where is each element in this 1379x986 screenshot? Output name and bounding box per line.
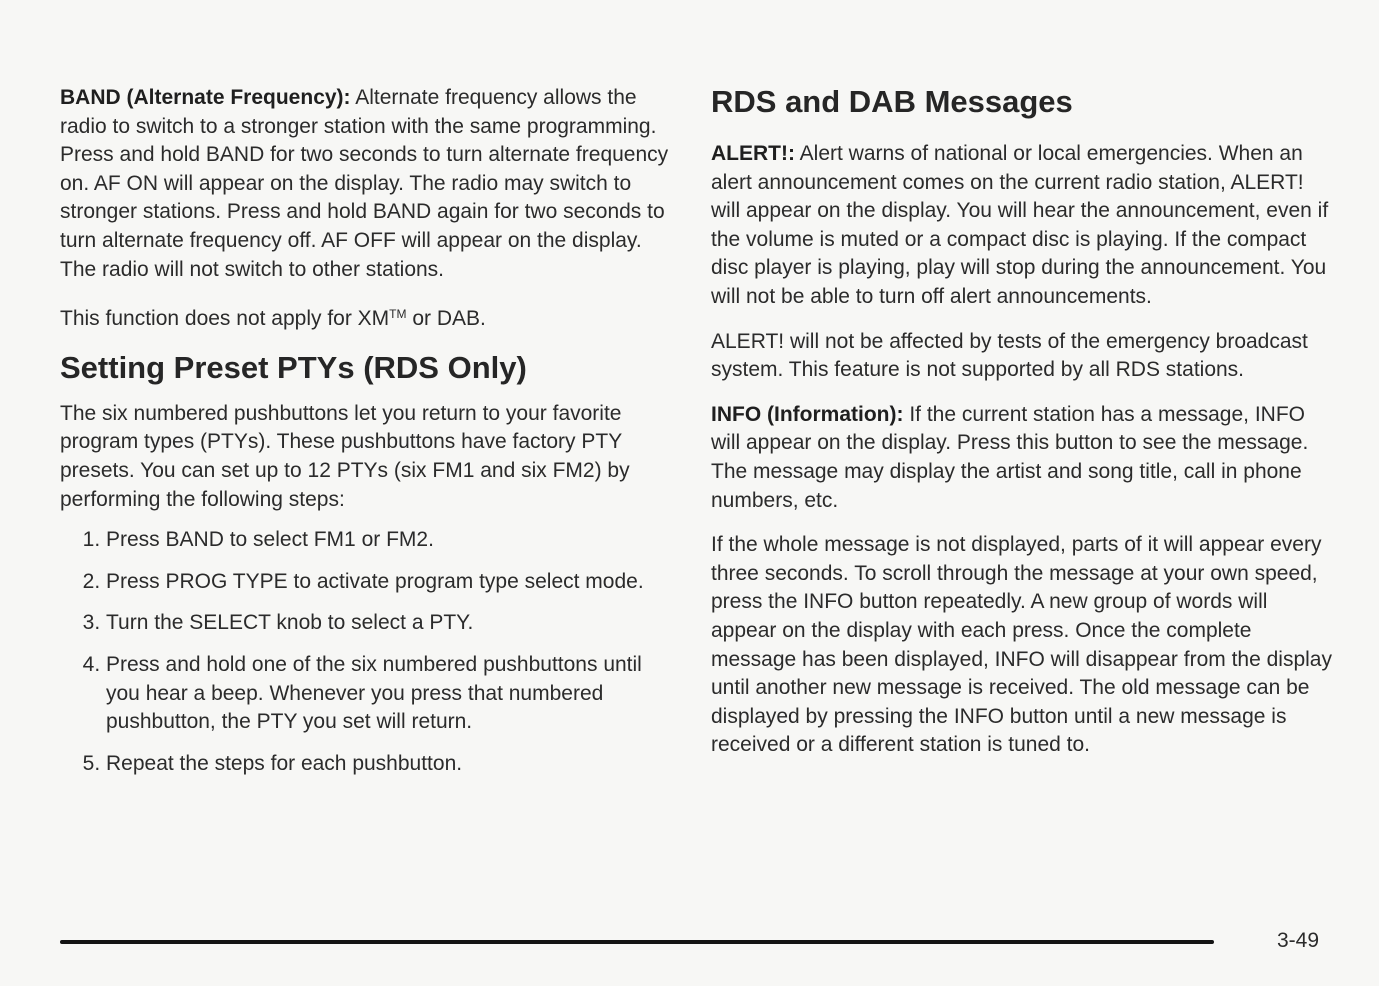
steps-list — [60, 526, 675, 778]
section-heading-preset-ptys: Setting Preset PTYs (RDS Only) — [60, 349, 527, 385]
info-note: If the whole message is not displayed, parts of it will appear every three seconds. To scroll through the message at your own speed, press the INFO button repeatedly. A new group of words will appear on the display with each press. Once the complete message has been displayed, INFO will disappear from the display until another new message is received. The old message can be displayed by pressing the INFO button until a new message is received or a different station is tuned to. — [711, 533, 1332, 757]
preset-intro: The six numbered pushbuttons let you return to your favorite program types (PTYs). These pushbuttons have factory PTY presets. You can set up to 12 PTYs (six FM1 and six FM2) by performing the following steps: — [60, 401, 630, 511]
step-item: 5. Repeat the steps for each pushbutton. — [106, 750, 675, 779]
right-column — [711, 84, 1336, 760]
step-item: 1. Press BAND to select FM1 or FM2. — [106, 526, 675, 555]
section-heading-rds-dab: RDS and DAB Messages — [711, 84, 1073, 119]
page-number: 3-49 — [1277, 929, 1320, 952]
alert-paragraph — [711, 140, 1336, 312]
trademark-sup: TM — [389, 307, 407, 322]
step-item: 4. Press and hold one of the six numbered pushbuttons until you hear a beep. Whenever you press that numbered pushbutton, the PTY you set will return. — [106, 651, 675, 737]
footer-rule — [60, 940, 1214, 944]
band-body: Alternate frequency allows the radio to switch to a stronger station with the same programming. Press and hold BAND for two seconds to turn alternate frequency on. AF ON will appear on the display. The radio may switch to stronger stations. Press and hold BAND again for two seconds to turn alternate frequency off. AF OFF will appear on the display. The radio will not switch to other stations. — [60, 86, 669, 281]
info-lead: INFO (Information): — [711, 402, 904, 426]
info-body: If the current station has a message, INFO will appear on the display. Press this button to see the message. The message may display the artist and song title, call in phone numbers, etc. — [711, 402, 1309, 512]
info-paragraph — [711, 401, 1336, 515]
function-note-pre: This function does not apply for XM — [60, 307, 390, 331]
alert-lead: ALERT!: — [711, 142, 795, 165]
function-note-post: or DAB. — [406, 307, 486, 331]
left-column — [60, 84, 675, 791]
alert-note: ALERT! will not be affected by tests of the emergency broadcast system. This feature is not supported by all RDS stations. — [711, 329, 1308, 382]
band-lead: BAND (Alternate Frequency): — [60, 86, 351, 109]
band-paragraph — [60, 84, 675, 284]
step-item: 3. Turn the SELECT knob to select a PTY. — [106, 609, 675, 638]
function-note — [60, 300, 675, 334]
alert-body: Alert warns of national or local emergencies. When an alert announcement comes on the current radio station, ALERT! will appear on the display. You will hear the announcement, even if the volume is muted or a compact disc is playing. If the compact disc player is playing, play will stop during the announcement. You will not be able to turn off alert announcements. — [711, 142, 1329, 308]
step-item: 2. Press PROG TYPE to activate program type select mode. — [106, 568, 675, 597]
